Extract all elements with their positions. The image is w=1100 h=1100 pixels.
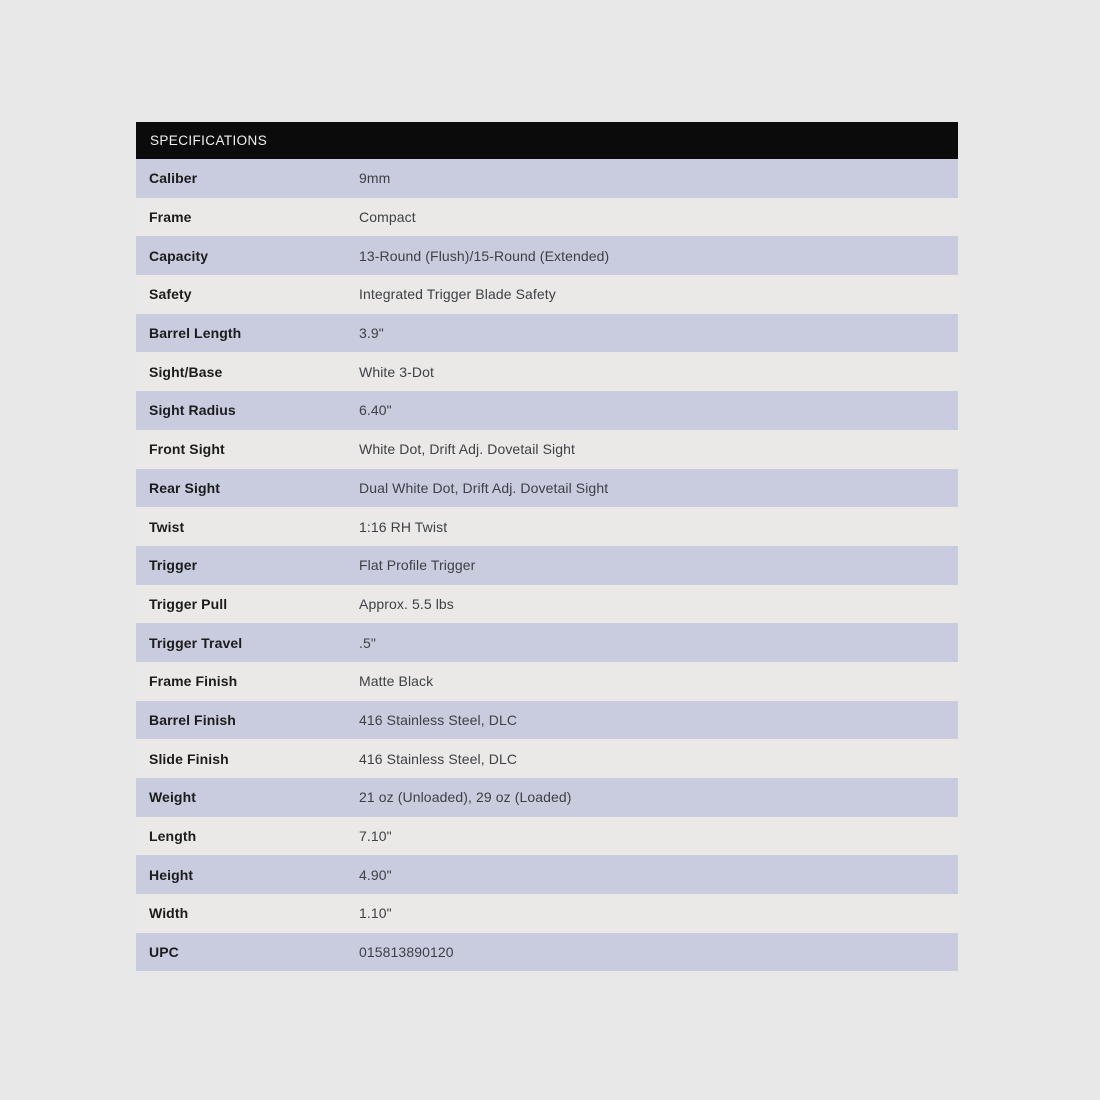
table-row bbox=[136, 198, 958, 237]
table-row bbox=[136, 855, 958, 894]
spec-label: Trigger bbox=[149, 557, 198, 574]
spec-value: Integrated Trigger Blade Safety bbox=[359, 286, 556, 303]
spec-label: Trigger Travel bbox=[149, 634, 243, 651]
table-row bbox=[136, 507, 958, 546]
spec-value: Flat Profile Trigger bbox=[359, 557, 476, 574]
spec-value: 9mm bbox=[359, 170, 391, 187]
table-row bbox=[136, 469, 958, 508]
spec-value: 1.10" bbox=[359, 905, 392, 922]
spec-value: Approx. 5.5 lbs bbox=[359, 595, 454, 612]
table-header bbox=[136, 122, 958, 159]
spec-label: Capacity bbox=[149, 247, 209, 264]
spec-value: 1:16 RH Twist bbox=[359, 518, 448, 535]
spec-label: Sight Radius bbox=[149, 402, 236, 419]
spec-value: Compact bbox=[359, 209, 416, 226]
table-row bbox=[136, 933, 958, 972]
table-row bbox=[136, 778, 958, 817]
table-row bbox=[136, 817, 958, 856]
table-row bbox=[136, 314, 958, 353]
spec-value: 13-Round (Flush)/15-Round (Extended) bbox=[359, 247, 610, 264]
table-row bbox=[136, 894, 958, 933]
table-row bbox=[136, 546, 958, 585]
spec-label: Rear Sight bbox=[149, 479, 221, 496]
table-row bbox=[136, 275, 958, 314]
spec-label: Twist bbox=[149, 518, 185, 535]
spec-value: 21 oz (Unloaded), 29 oz (Loaded) bbox=[359, 789, 572, 806]
spec-label: Barrel Length bbox=[149, 325, 242, 342]
spec-label: Barrel Finish bbox=[149, 711, 236, 728]
table-row bbox=[136, 585, 958, 624]
spec-value: White 3-Dot bbox=[359, 363, 435, 380]
spec-label: Weight bbox=[149, 789, 197, 806]
table-row bbox=[136, 739, 958, 778]
table-title: SPECIFICATIONS bbox=[150, 133, 268, 148]
spec-value: Dual White Dot, Drift Adj. Dovetail Sight bbox=[359, 479, 609, 496]
spec-label: UPC bbox=[149, 944, 179, 961]
spec-label: Slide Finish bbox=[149, 750, 229, 767]
table-row bbox=[136, 430, 958, 469]
spec-value: 015813890120 bbox=[359, 944, 454, 961]
spec-label: Sight/Base bbox=[149, 363, 223, 380]
table-row bbox=[136, 701, 958, 740]
table-row bbox=[136, 662, 958, 701]
spec-label: Caliber bbox=[149, 170, 198, 187]
spec-label: Frame bbox=[149, 209, 192, 226]
spec-label: Safety bbox=[149, 286, 192, 303]
spec-value: 6.40" bbox=[359, 402, 392, 419]
spec-label: Trigger Pull bbox=[149, 595, 228, 612]
spec-value: .5" bbox=[359, 634, 376, 651]
spec-value: White Dot, Drift Adj. Dovetail Sight bbox=[359, 441, 576, 458]
spec-value: Matte Black bbox=[359, 673, 434, 690]
spec-label: Width bbox=[149, 905, 189, 922]
spec-label: Front Sight bbox=[149, 441, 225, 458]
spec-value: 416 Stainless Steel, DLC bbox=[359, 750, 518, 767]
spec-value: 416 Stainless Steel, DLC bbox=[359, 711, 518, 728]
table-row bbox=[136, 391, 958, 430]
spec-value: 7.10" bbox=[359, 828, 392, 845]
table-row bbox=[136, 352, 958, 391]
table-row bbox=[136, 623, 958, 662]
table-body bbox=[136, 159, 958, 971]
specifications-table bbox=[136, 122, 958, 971]
spec-label: Frame Finish bbox=[149, 673, 238, 690]
table-row bbox=[136, 236, 958, 275]
spec-label: Height bbox=[149, 866, 194, 883]
spec-label: Length bbox=[149, 828, 197, 845]
spec-value: 3.9" bbox=[359, 325, 384, 342]
spec-value: 4.90" bbox=[359, 866, 392, 883]
table-row bbox=[136, 159, 958, 198]
